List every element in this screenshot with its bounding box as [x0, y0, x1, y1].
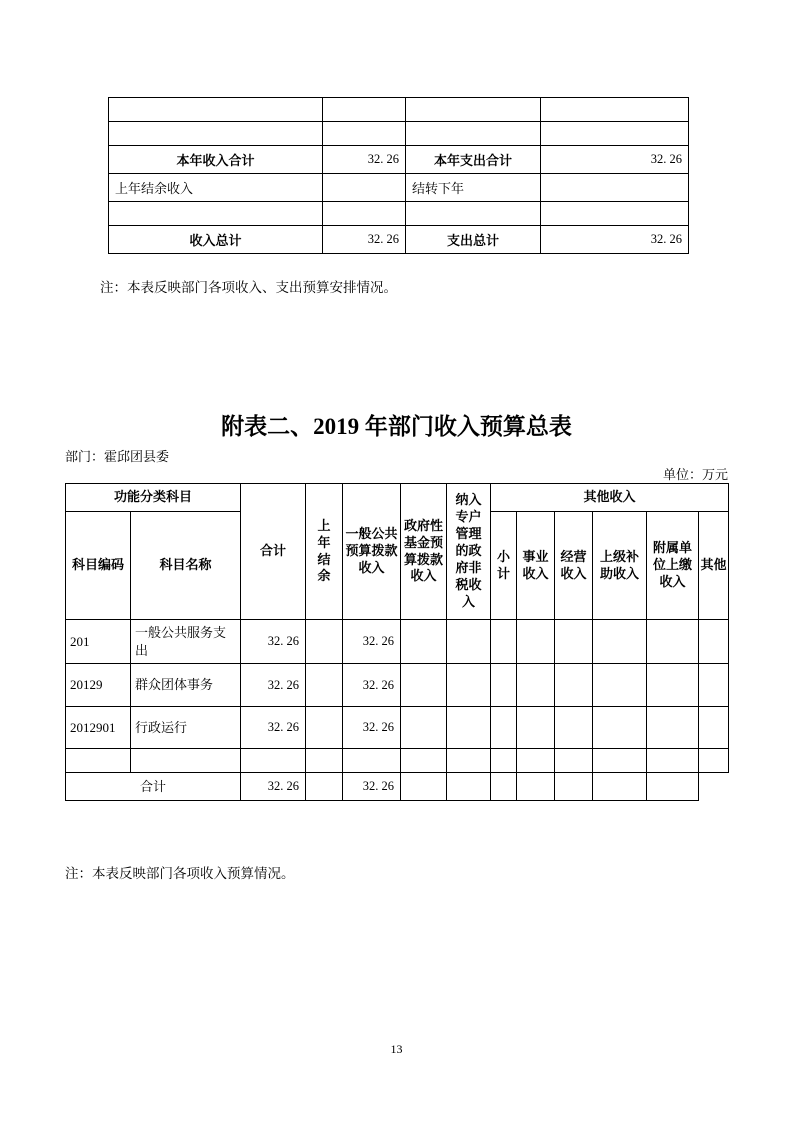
table-cell: [306, 620, 343, 664]
table-header-row: [66, 484, 729, 512]
unit-label: 单位：万元: [662, 467, 728, 482]
table-cell: [555, 664, 593, 707]
header-operating-income: 经营收入: [555, 512, 593, 620]
table-cell: [541, 174, 689, 202]
table-cell: [491, 773, 517, 801]
subject-code-cell: 20129: [66, 664, 131, 707]
expense-total-label-cell: 本年支出合计: [406, 146, 541, 174]
table-row: [66, 620, 729, 664]
table-cell: [401, 620, 447, 664]
header-gov-fund-budget: 政府性基金预算拨款收入: [401, 484, 447, 620]
table-row: [109, 202, 689, 226]
general-budget-value-cell: 32. 26: [343, 620, 401, 664]
header-general-public-budget: 一般公共预算拨款收入: [343, 484, 401, 620]
table-cell: [447, 749, 491, 773]
table-cell: [647, 664, 699, 707]
table-row: [109, 174, 689, 202]
table-cell: [647, 773, 699, 801]
department-label: 部门：霍邱团县委: [65, 449, 170, 464]
table-cell: [491, 707, 517, 749]
header-subject-code: 科目编码: [66, 512, 131, 620]
table-cell: [517, 773, 555, 801]
table-cell: [593, 749, 647, 773]
total-value-cell: 32. 26: [241, 707, 306, 749]
table-cell: [343, 749, 401, 773]
table-cell: [699, 707, 729, 749]
table-cell: [323, 98, 406, 122]
table-cell: [306, 749, 343, 773]
table-row: [66, 707, 729, 749]
header-total: 合计: [241, 484, 306, 620]
table-cell: [323, 174, 406, 202]
table-cell: [306, 664, 343, 707]
table-cell: [323, 122, 406, 146]
table-cell: [517, 707, 555, 749]
table-cell: [66, 749, 131, 773]
table-cell: [401, 749, 447, 773]
table-cell: [541, 98, 689, 122]
table-cell: [699, 620, 729, 664]
header-superior-subsidy: 上级补助收入: [593, 512, 647, 620]
table-cell: [517, 664, 555, 707]
table-cell: [593, 707, 647, 749]
table-cell: [541, 122, 689, 146]
table-row: [109, 98, 689, 122]
carryover-label-cell: 结转下年: [406, 174, 541, 202]
budget-balance-table: [108, 97, 689, 254]
table-cell: [401, 707, 447, 749]
subject-name-cell: 一般公共服务支出: [131, 620, 241, 664]
table-cell: [406, 98, 541, 122]
page-number: 13: [390, 1042, 403, 1056]
header-other: 其他: [699, 512, 729, 620]
general-budget-value-cell: 32. 26: [343, 707, 401, 749]
header-subtotal: 小计: [491, 512, 517, 620]
header-special-account-nontax: 纳入专户管理的政府非税收入: [447, 484, 491, 620]
table-cell: [447, 620, 491, 664]
header-affiliated-unit-remit: 附属单位上缴收入: [647, 512, 699, 620]
table-cell: [131, 749, 241, 773]
table-cell: [401, 773, 447, 801]
grand-expense-value-cell: 32. 26: [541, 226, 689, 254]
general-budget-value-cell: 32. 26: [343, 773, 401, 801]
header-prev-year-balance: 上年结余: [306, 484, 343, 620]
general-budget-value-cell: 32. 26: [343, 664, 401, 707]
table-cell: [447, 773, 491, 801]
subject-name-cell: 群众团体事务: [131, 664, 241, 707]
table-cell: [401, 664, 447, 707]
table-cell: [306, 707, 343, 749]
header-function-category: 功能分类科目: [66, 484, 241, 512]
subject-code-cell: 2012901: [66, 707, 131, 749]
table-cell: [699, 664, 729, 707]
table-total-row: [66, 773, 729, 801]
table-cell: [447, 707, 491, 749]
table-cell: [541, 202, 689, 226]
table-cell: [647, 707, 699, 749]
table-row: [66, 664, 729, 707]
income-total-label-cell: 本年收入合计: [109, 146, 323, 174]
table-cell: [447, 664, 491, 707]
table1-note: 注：本表反映部门各项收入、支出预算安排情况。: [100, 280, 397, 295]
table-cell: [491, 664, 517, 707]
header-subject-name: 科目名称: [131, 512, 241, 620]
header-other-income-group: 其他收入: [491, 484, 729, 512]
grand-income-label-cell: 收入总计: [109, 226, 323, 254]
grand-income-value-cell: 32. 26: [323, 226, 406, 254]
table-row: [109, 226, 689, 254]
income-total-value-cell: 32. 26: [323, 146, 406, 174]
table-cell: [241, 749, 306, 773]
table-row: [109, 146, 689, 174]
subject-code-cell: 201: [66, 620, 131, 664]
table-cell: [555, 773, 593, 801]
table-cell: [593, 664, 647, 707]
table-cell: [699, 749, 729, 773]
table-cell: [555, 749, 593, 773]
table-cell: [647, 620, 699, 664]
table-cell: [109, 122, 323, 146]
table-cell: [593, 620, 647, 664]
total-value-cell: 32. 26: [241, 773, 306, 801]
table-row: [66, 749, 729, 773]
grand-expense-label-cell: 支出总计: [406, 226, 541, 254]
table-cell: [109, 98, 323, 122]
table-cell: [517, 749, 555, 773]
section-title: 附表二、2019 年部门收入预算总表: [221, 414, 572, 439]
total-row-label-cell: 合计: [66, 773, 241, 801]
subject-name-cell: 行政运行: [131, 707, 241, 749]
table-row: [109, 122, 689, 146]
table-cell: [306, 773, 343, 801]
table-cell: [491, 749, 517, 773]
table-cell: [517, 620, 555, 664]
table-cell: [406, 122, 541, 146]
total-value-cell: 32. 26: [241, 664, 306, 707]
table2-note: 注：本表反映部门各项收入预算情况。: [65, 866, 295, 881]
total-value-cell: 32. 26: [241, 620, 306, 664]
expense-total-value-cell: 32. 26: [541, 146, 689, 174]
table-cell: [406, 202, 541, 226]
table-cell: [555, 620, 593, 664]
prev-balance-label-cell: 上年结余收入: [109, 174, 323, 202]
table-cell: [109, 202, 323, 226]
table-cell: [491, 620, 517, 664]
table-cell: [647, 749, 699, 773]
income-budget-table: [65, 483, 729, 801]
table-cell: [593, 773, 647, 801]
table-cell: [555, 707, 593, 749]
header-business-income: 事业收入: [517, 512, 555, 620]
table-cell: [323, 202, 406, 226]
